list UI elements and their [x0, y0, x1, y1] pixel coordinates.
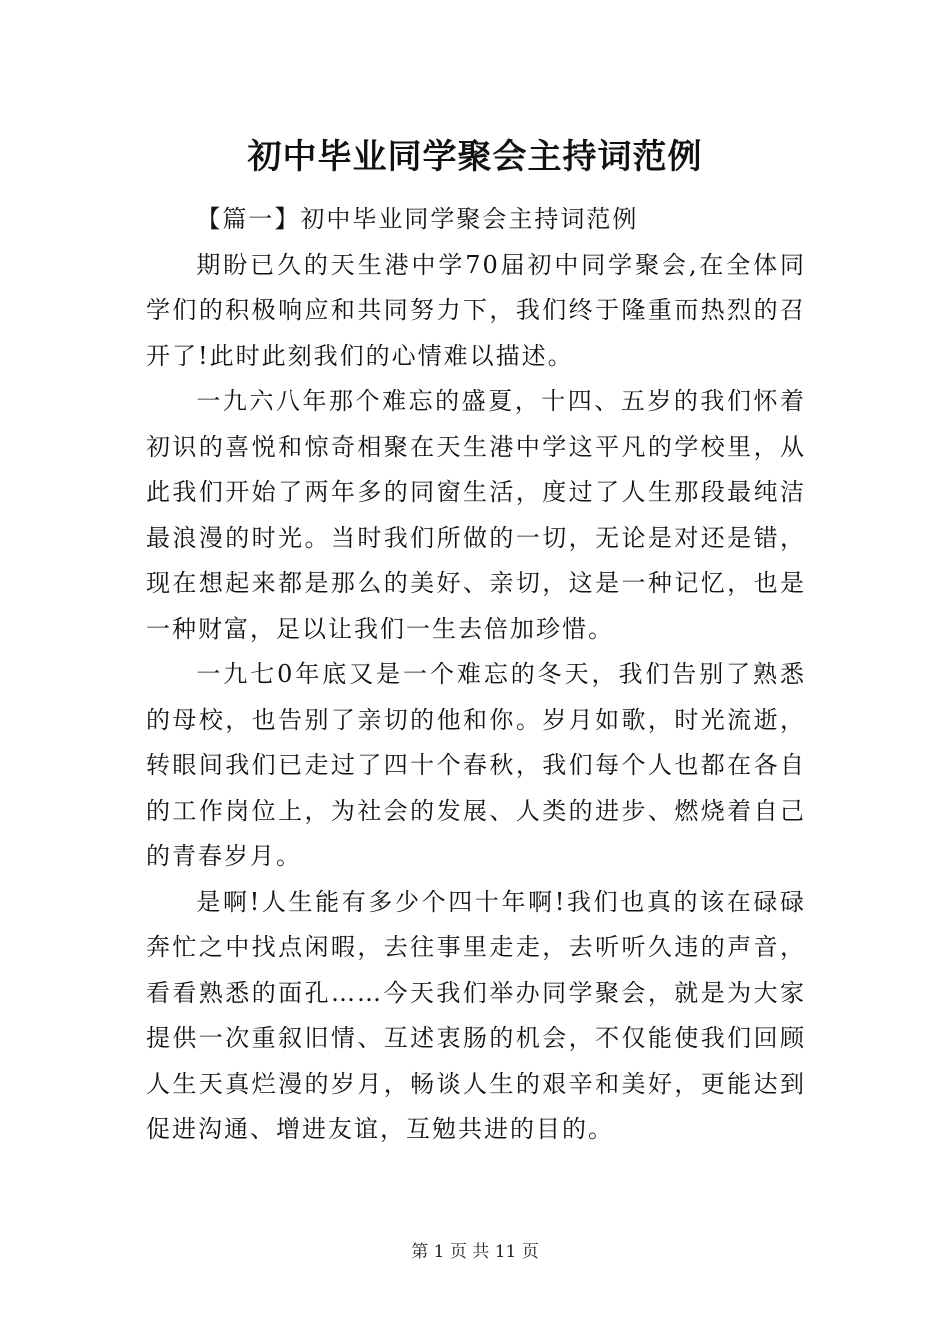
paragraph-2: 一九六八年那个难忘的盛夏，十四、五岁的我们怀着初识的喜悦和惊奇相聚在天生港中学这平凡的学校里，从此我们开始了两年多的同窗生活，度过了人生那段最纯洁最浪漫的时光。当时我们所做的一切，无论是对还是错，现在想起来都是那么的美好、亲切，这是一种记忆，也是一种财富，足以让我们一生去倍加珍惜。 — [146, 387, 806, 643]
paragraph-3: 一九七0年底又是一个难忘的冬天，我们告别了熟悉的母校，也告别了亲切的他和你。岁月如歌，时光流逝，转眼间我们已走过了四十个春秋，我们每个人也都在各自的工作岗位上，为社会的发展、人类的进步、燃烧着自己的青春岁月。 — [146, 660, 806, 870]
paragraph-4: 是啊!人生能有多少个四十年啊!我们也真的该在碌碌奔忙之中找点闲暇，去往事里走走，去听听久违的声音，看看熟悉的面孔……今天我们举办同学聚会，就是为大家提供一次重叙旧情、互述衷肠的机会，不仅能使我们回顾人生天真烂漫的岁月，畅谈人生的艰辛和美好，更能达到促进沟通、增进友谊，互勉共进的目的。 — [146, 887, 806, 1143]
document-body — [146, 197, 806, 1153]
document-title: 初中毕业同学聚会主持词范例 — [247, 137, 703, 177]
paragraph-1: 期盼已久的天生港中学70届初中同学聚会,在全体同学们的积极响应和共同努力下，我们终于隆重而热烈的召开了!此时此刻我们的心情难以描述。 — [146, 250, 806, 370]
section-heading: 【篇一】初中毕业同学聚会主持词范例 — [196, 205, 639, 233]
page-number-footer: 第 1 页 共 11 页 — [411, 1242, 539, 1262]
